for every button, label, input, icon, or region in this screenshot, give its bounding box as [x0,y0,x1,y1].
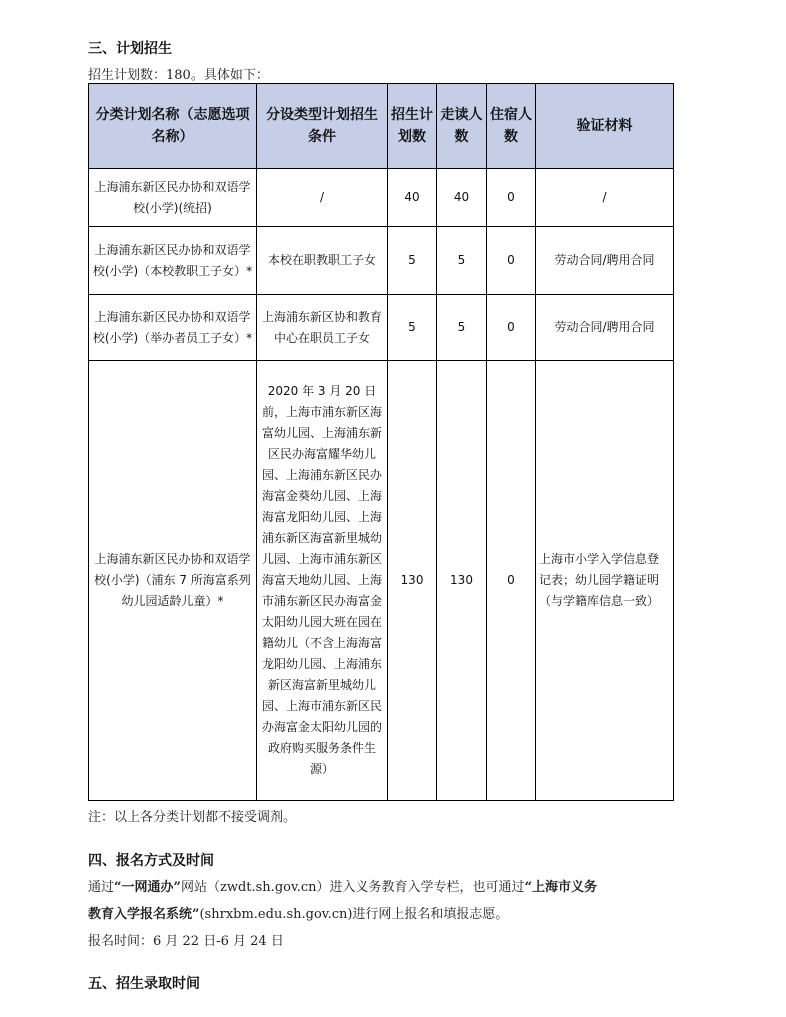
row-board-count: 0 [487,227,536,295]
registration-system-name: “上海市义务 [524,880,598,895]
row-board-count: 0 [487,361,536,801]
row-material: 劳动合同/聘用合同 [536,295,674,361]
registration-system-name-cont: 教育入学报名系统” [88,907,200,922]
text-segment: 通过 [88,880,115,895]
text-segment: 网站（zwdt.sh.gov.cn）进入义务教育入学专栏，也可通过 [180,880,525,895]
row-plan-name: 上海浦东新区民办协和双语学校(小学)（浦东 7 所海富系列幼儿园适龄儿童）* [89,361,257,801]
row-condition: 上海浦东新区协和教育中心在职员工子女 [257,295,388,361]
section3-title: 三、计划招生 [88,41,172,57]
row-condition: 本校在职教职工子女 [257,227,388,295]
header-plan-name: 分类计划名称（志愿选项名称） [89,84,257,169]
header-plan-count: 招生计划数 [388,84,437,169]
enrollment-summary: 招生计划数：180。具体如下： [88,68,269,83]
yiwangtongban-name: “一网通办” [114,880,181,895]
row-plan-count: 5 [388,295,437,361]
row-plan-name: 上海浦东新区民办协和双语学校(小学)（举办者员工子女）* [89,295,257,361]
row-board-count: 0 [487,295,536,361]
table-row [89,295,674,361]
row-condition: 2020 年 3 月 20 日前，上海市浦东新区海富幼儿园、上海浦东新区民办海富耀华幼儿园、上海浦东新区民办海富金葵幼儿园、上海海富龙阳幼儿园、上海浦东新区海富新里城幼儿园、上海市浦东新区海富天地幼儿园、上海市浦东新区民办海富金太阳幼儿园大班在园在籍幼儿（不含上海海富龙阳幼儿园、上海浦东新区海富新里城幼儿园、上海市浦东新区民办海富金太阳幼儿园的政府购买服务条件生源） [257,361,388,801]
row-plan-name: 上海浦东新区民办协和双语学校(小学)（本校教职工子女）* [89,227,257,295]
header-board-count: 住宿人数 [487,84,536,169]
row-condition: / [257,169,388,227]
header-day-count: 走读人数 [437,84,487,169]
section5-title: 五、招生录取时间 [88,976,200,992]
registration-method-line1 [88,876,597,895]
row-material: / [536,169,674,227]
row-day-count: 5 [437,295,487,361]
row-material: 上海市小学入学信息登记表；幼儿园学籍证明（与学籍库信息一致） [536,361,674,801]
row-day-count: 40 [437,169,487,227]
table-row [89,169,674,227]
row-plan-count: 40 [388,169,437,227]
row-board-count: 0 [487,169,536,227]
registration-method-line2 [88,903,508,922]
header-material: 验证材料 [536,84,674,169]
table-header-row [89,84,674,169]
row-plan-count: 130 [388,361,437,801]
table-row [89,227,674,295]
table-note: 注：以上各分类计划都不接受调剂。 [88,810,297,825]
text-segment: (shrxbm.edu.sh.gov.cn)进行网上报名和填报志愿。 [199,907,509,922]
header-condition: 分设类型计划招生条件 [257,84,388,169]
row-plan-name: 上海浦东新区民办协和双语学校(小学)(统招) [89,169,257,227]
enrollment-plan-table [88,83,674,801]
row-plan-count: 5 [388,227,437,295]
row-day-count: 130 [437,361,487,801]
table-row [89,361,674,801]
row-day-count: 5 [437,227,487,295]
registration-time: 报名时间：6 月 22 日-6 月 24 日 [88,934,284,949]
section4-title: 四、报名方式及时间 [88,853,214,869]
row-material: 劳动合同/聘用合同 [536,227,674,295]
